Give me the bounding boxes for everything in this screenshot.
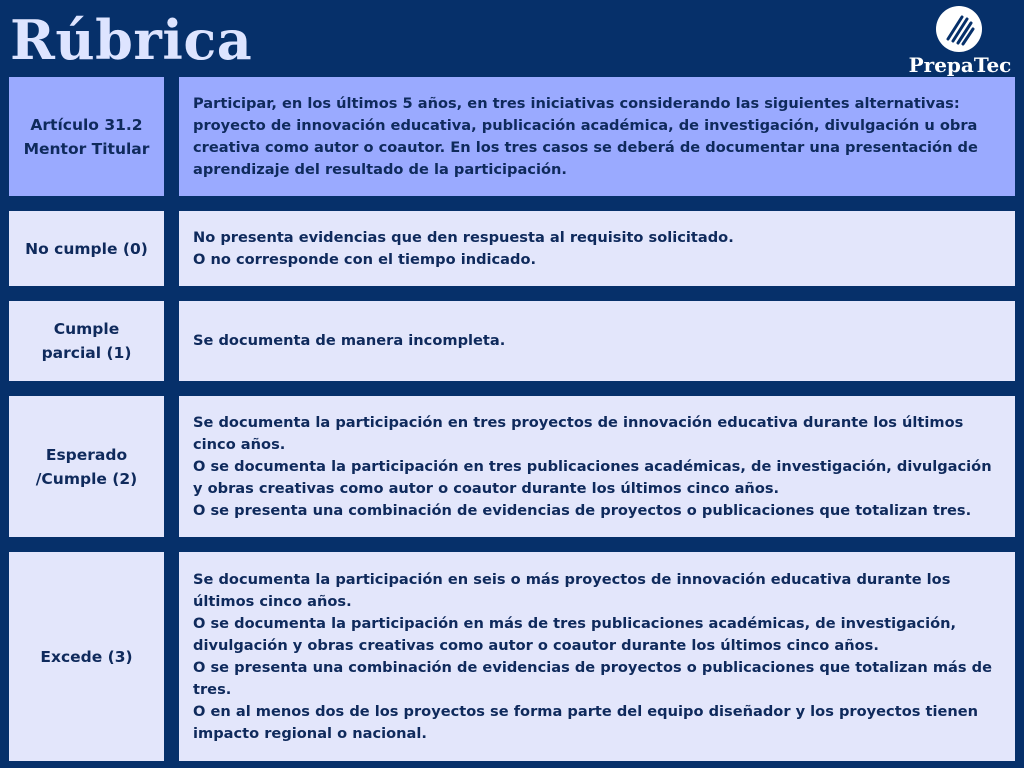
level-description	[179, 396, 1015, 537]
level-line: O se documenta la participación en tres publicaciones académicas, de investigación, divulgación y obras creativas como autor o coautor durante los últimos cinco años.	[193, 457, 992, 497]
level-line: Se documenta la participación en tres proyectos de innovación educativa durante los últimos cinco años.	[193, 413, 964, 453]
criterion-description-text: Participar, en los últimos 5 años, en tres iniciativas considerando las siguientes alternativas: proyecto de innovación educativa, publicación académica, de investigación, divulgación u obra creativa como autor o coautor. En los tres casos se deberá de documentar una presentación de aprendizaje del resultado de la participación.	[193, 94, 978, 178]
level-row-cumple-parcial	[9, 301, 1015, 381]
criterion-label: Artículo 31.2 Mentor Titular	[9, 77, 164, 196]
logo-text: PrepaTec	[908, 53, 1012, 77]
level-line: O se documenta la participación en más de tres publicaciones académicas, de investigación, divulgación y obras creativas como autor o coautor durante los últimos cinco años.	[193, 614, 957, 654]
level-line: No presenta evidencias que den respuesta al requisito solicitado.	[193, 228, 734, 246]
level-line: O en al menos dos de los proyectos se forma parte del equipo diseñador y los proyectos tienen impacto regional o nacional.	[193, 702, 979, 742]
level-description	[179, 552, 1015, 761]
prepatec-logo-icon	[935, 5, 983, 53]
level-label: Esperado /Cumple (2)	[9, 396, 164, 537]
page-title: Rúbrica	[10, 8, 253, 72]
level-label: No cumple (0)	[9, 211, 164, 286]
level-row-no-cumple	[9, 211, 1015, 286]
level-line: Se documenta de manera incompleta.	[193, 332, 506, 349]
level-description	[179, 301, 1015, 381]
level-row-excede	[9, 552, 1015, 761]
level-row-esperado	[9, 396, 1015, 537]
level-description	[179, 211, 1015, 286]
level-label: Cumple parcial (1)	[9, 301, 164, 381]
level-label: Excede (3)	[9, 552, 164, 761]
level-line: Se documenta la participación en seis o más proyectos de innovación educativa durante los últimos cinco años.	[193, 570, 951, 610]
level-line: O no corresponde con el tiempo indicado.	[193, 250, 537, 268]
prepatec-logo	[905, 5, 1015, 77]
criterion-row	[9, 77, 1015, 196]
criterion-description	[179, 77, 1015, 196]
level-line: O se presenta una combinación de evidencias de proyectos o publicaciones que totalizan más de tres.	[193, 658, 993, 698]
level-line: O se presenta una combinación de evidencias de proyectos o publicaciones que totalizan tres.	[193, 501, 972, 519]
